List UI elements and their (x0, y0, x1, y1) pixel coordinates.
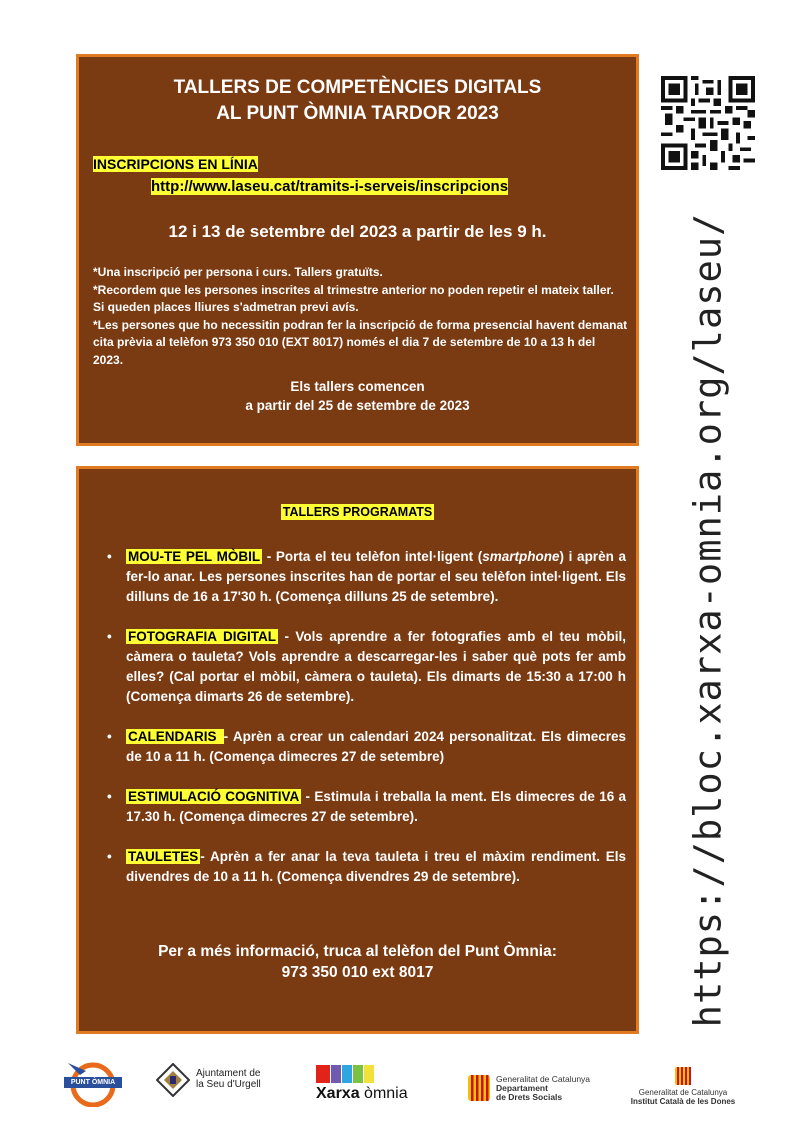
note-item: *Les persones que ho necessitin podran fer la inscripció de forma presencial havent demanat cita prèvia al telèfon 973 350 010 (EXT 8017) només el dia 7 de setembre de 10 a 13 h del 2023. (93, 317, 628, 367)
note-item: *Una inscripció per persona i curs. Tallers gratuïts. (93, 265, 383, 279)
note-item: *Recordem que les persones inscrites al trimestre anterior no poden repetir el mateix taller. Si queden places lliures s'admetran previ avís. (93, 282, 614, 314)
senyera-icon (675, 1067, 691, 1085)
xarxa-omnia-logo: Xarxa òmnia (316, 1065, 436, 1105)
workshop-item: • MOU-TE PEL MÒBIL - Porta el teu telèfon intel·ligent (smartphone) i aprèn a fer-lo anar. Les persones inscrites han de portar el seu telèfon intel·ligent. Els dilluns de 16 a 17'30 h. (Comença dilluns 25 de setembre). (107, 549, 626, 604)
ajuntament-logo: Ajuntament de la Seu d'Urgell (156, 1063, 296, 1103)
registration-notes (93, 264, 628, 369)
shield-icon (156, 1063, 190, 1097)
workshop-list (79, 547, 636, 907)
blog-url[interactable]: https://bloc.xarxa-omnia.org/laseu/ (686, 212, 730, 1028)
start-date-text: Els tallers comencen a partir del 25 de setembre de 2023 (245, 379, 470, 413)
senyera-icon (468, 1075, 490, 1101)
workshop-item: • TAULETES - Aprèn a fer anar la teva tauleta i treu el màxim rendiment. Els divendres de 10 a 11 h. (Comença divendres 29 de setembre). (107, 849, 626, 884)
workshop-item: • CALENDARIS - Aprèn a crear un calendari 2024 personalitzat. Els dimecres de 10 a 11 h. (Comença dimecres 27 de setembre) (107, 729, 626, 764)
color-bars-icon (316, 1065, 378, 1083)
program-title: TALLERS PROGRAMATS (282, 505, 433, 519)
punt-omnia-logo: PUNT ÒMNIA (62, 1057, 124, 1107)
registration-panel (76, 54, 639, 446)
inscriptions-label: INSCRIPCIONS EN LÍNIA (93, 156, 258, 172)
workshop-item: • ESTIMULACIÓ COGNITIVA - Estimula i treballa la ment. Els dimecres de 16 a 17.30 h. (Comença dimecres 27 de setembre). (107, 789, 626, 824)
contact-info: Per a més informació, truca al telèfon del Punt Òmnia: 973 350 010 ext 8017 (158, 943, 557, 981)
sponsor-logos (0, 1055, 800, 1115)
page-title: TALLERS DE COMPETÈNCIES DIGITALS AL PUNT ÒMNIA TARDOR 2023 (173, 77, 542, 124)
workshop-item: • FOTOGRAFIA DIGITAL - Vols aprendre a fer fotografies amb el teu mòbil, càmera o tauleta? Vols aprendre a descarregar-les i saber què pots fer amb elles? (Cal portar el mòbil, càmera o tauleta). Els dimarts de 15:30 a 17:00 h (Comença dimarts 26 de setembre). (107, 629, 626, 704)
gencat-drets-socials-logo: Generalitat de Catalunya Departament de Drets Socials (468, 1075, 608, 1109)
registration-dates: 12 i 13 de setembre del 2023 a partir de les 9 h. (168, 222, 547, 241)
program-panel (76, 466, 639, 1034)
qr-code-icon (661, 76, 755, 170)
gencat-institut-dones-logo: Generalitat de Catalunya Institut Català de les Dones (618, 1067, 748, 1111)
inscriptions-link[interactable]: http://www.laseu.cat/tramits-i-serveis/inscripcions (151, 178, 509, 195)
